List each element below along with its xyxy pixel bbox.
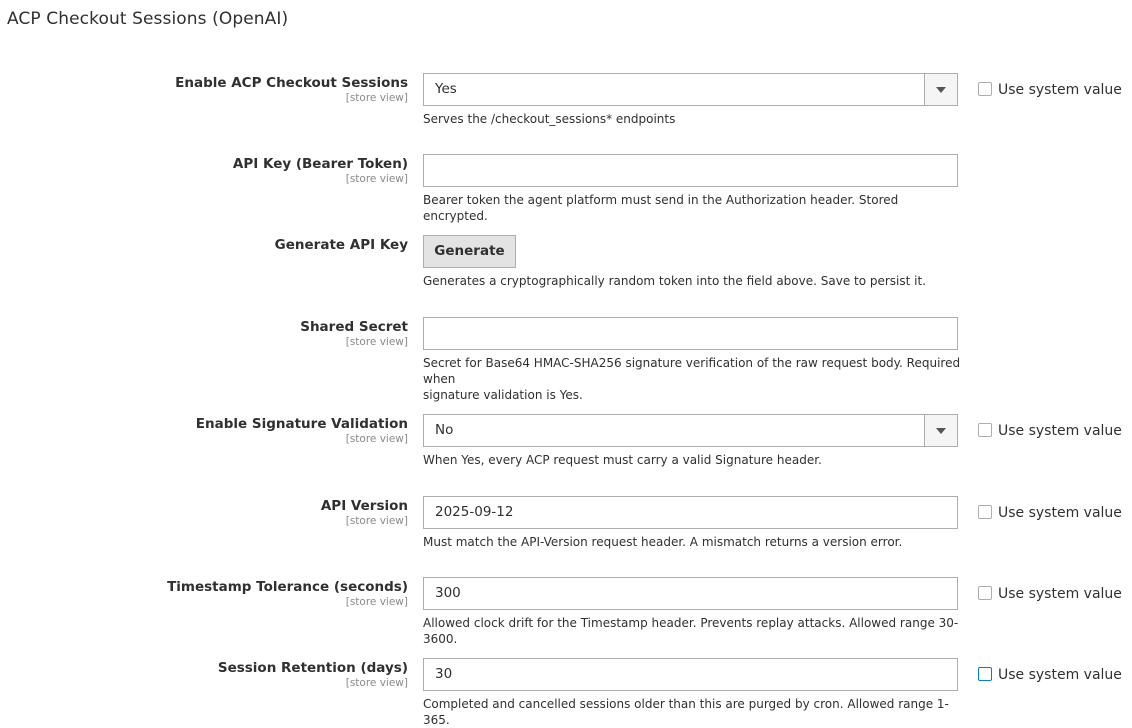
chevron-down-icon[interactable] bbox=[924, 74, 957, 105]
shared-secret-label: Shared Secret bbox=[300, 319, 408, 335]
scope-label: [store view] bbox=[345, 173, 408, 185]
field-label-cell bbox=[0, 416, 408, 445]
use-system-label: Use system value bbox=[998, 505, 1122, 521]
scope-label: [store view] bbox=[345, 336, 408, 348]
field-note: Allowed clock drift for the Timestamp header. Prevents replay attacks. Allowed range 30-3600. bbox=[423, 616, 959, 646]
use-system-label: Use system value bbox=[998, 667, 1122, 683]
session-retention-input[interactable]: 30 bbox=[423, 658, 958, 691]
field-label-cell bbox=[0, 579, 408, 608]
field-note bbox=[423, 355, 963, 403]
field-note-line: Secret for Base64 HMAC-SHA256 signature verification of the raw request body. Required when bbox=[423, 356, 961, 386]
generate-api-key-label: Generate API Key bbox=[274, 237, 408, 253]
scope-label: [store view] bbox=[345, 433, 408, 445]
use-system-checkbox[interactable] bbox=[978, 423, 992, 437]
field-label-cell bbox=[0, 498, 408, 527]
timestamp-tolerance-label: Timestamp Tolerance (seconds) bbox=[167, 579, 408, 595]
scope-label: [store view] bbox=[345, 92, 408, 104]
use-system-value-timestamp-tolerance[interactable] bbox=[978, 585, 1122, 603]
use-system-label: Use system value bbox=[998, 586, 1122, 602]
use-system-value-enable-acp[interactable] bbox=[978, 81, 1122, 99]
use-system-value-session-retention[interactable] bbox=[978, 666, 1122, 684]
field-note: Generates a cryptographically random token into the field above. Save to persist it. bbox=[423, 274, 927, 288]
api-version-input[interactable]: 2025-09-12 bbox=[423, 496, 958, 529]
chevron-down-icon[interactable] bbox=[924, 415, 957, 446]
scope-label: [store view] bbox=[345, 677, 408, 689]
select-value: Yes bbox=[435, 81, 457, 97]
signature-validation-label: Enable Signature Validation bbox=[195, 416, 408, 432]
field-label-cell bbox=[0, 156, 408, 185]
shared-secret-input[interactable] bbox=[423, 317, 958, 350]
field-note: Serves the /checkout_sessions* endpoints bbox=[423, 112, 676, 126]
field-note: Must match the API-Version request header. A mismatch returns a version error. bbox=[423, 535, 903, 549]
use-system-label: Use system value bbox=[998, 423, 1122, 439]
api-key-input[interactable] bbox=[423, 154, 958, 187]
use-system-checkbox[interactable] bbox=[978, 505, 992, 519]
signature-validation-select[interactable] bbox=[423, 414, 958, 447]
use-system-label: Use system value bbox=[998, 82, 1122, 98]
use-system-checkbox[interactable] bbox=[978, 586, 992, 600]
scope-label: [store view] bbox=[345, 515, 408, 527]
generate-button[interactable]: Generate bbox=[423, 235, 516, 268]
section-title: ACP Checkout Sessions (OpenAI) bbox=[7, 9, 289, 29]
field-label-cell bbox=[0, 319, 408, 348]
select-value: No bbox=[435, 422, 454, 438]
scope-label: [store view] bbox=[345, 596, 408, 608]
use-system-checkbox[interactable] bbox=[978, 667, 992, 681]
use-system-value-api-version[interactable] bbox=[978, 504, 1122, 522]
field-note: Bearer token the agent platform must send in the Authorization header. Stored encrypted. bbox=[423, 193, 899, 223]
use-system-value-signature-validation[interactable] bbox=[978, 422, 1122, 440]
session-retention-label: Session Retention (days) bbox=[217, 660, 408, 676]
api-version-label: API Version bbox=[320, 498, 408, 514]
enable-acp-label: Enable ACP Checkout Sessions bbox=[175, 75, 408, 91]
enable-acp-select[interactable] bbox=[423, 73, 958, 106]
field-note: When Yes, every ACP request must carry a valid Signature header. bbox=[423, 453, 822, 467]
field-label-cell bbox=[0, 237, 408, 254]
field-note-line: signature validation is Yes. bbox=[423, 388, 583, 402]
field-note: Completed and cancelled sessions older than this are purged by cron. Allowed range 1-365. bbox=[423, 697, 949, 727]
use-system-checkbox[interactable] bbox=[978, 82, 992, 96]
field-label-cell bbox=[0, 75, 408, 104]
timestamp-tolerance-input[interactable]: 300 bbox=[423, 577, 958, 610]
field-label-cell bbox=[0, 660, 408, 689]
api-key-label: API Key (Bearer Token) bbox=[232, 156, 408, 172]
